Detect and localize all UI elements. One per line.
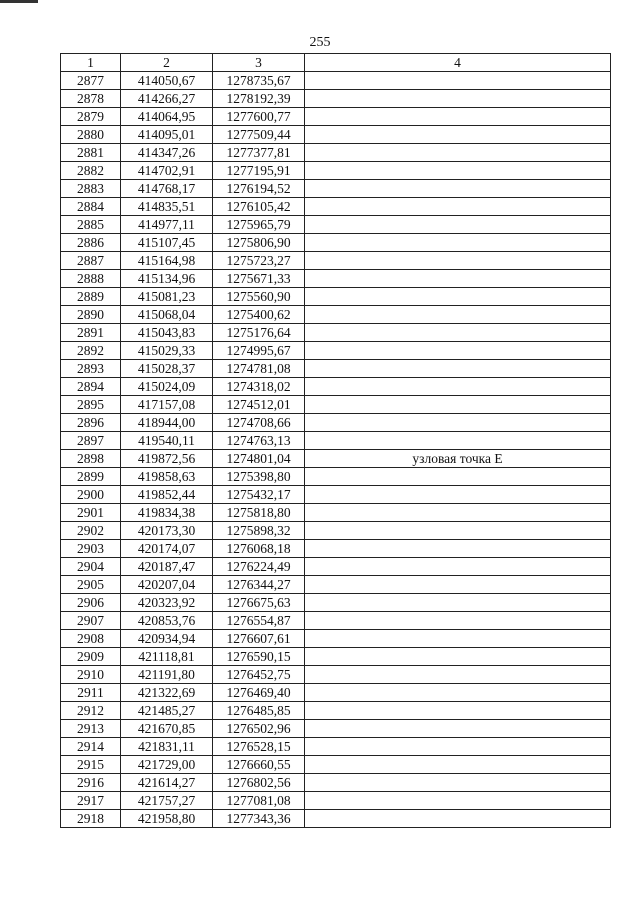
point-number-cell: 2879: [61, 108, 121, 126]
note-cell: [305, 90, 611, 108]
note-cell: [305, 252, 611, 270]
y-coordinate-cell: 1275965,79: [213, 216, 305, 234]
table-row: [61, 756, 611, 774]
x-coordinate-cell: 420174,07: [121, 540, 213, 558]
table-row: [61, 738, 611, 756]
table-row: [61, 324, 611, 342]
y-coordinate-cell: 1274995,67: [213, 342, 305, 360]
corner-mark: [0, 0, 38, 3]
note-cell: [305, 216, 611, 234]
point-number-cell: 2896: [61, 414, 121, 432]
note-cell: [305, 774, 611, 792]
column-header-1: 1: [61, 54, 121, 72]
point-number-cell: 2880: [61, 126, 121, 144]
point-number-cell: 2910: [61, 666, 121, 684]
note-cell: [305, 630, 611, 648]
table-row: [61, 252, 611, 270]
point-number-cell: 2916: [61, 774, 121, 792]
point-number-cell: 2890: [61, 306, 121, 324]
table-row: [61, 684, 611, 702]
x-coordinate-cell: 419872,56: [121, 450, 213, 468]
point-number-cell: 2892: [61, 342, 121, 360]
y-coordinate-cell: 1277509,44: [213, 126, 305, 144]
point-number-cell: 2897: [61, 432, 121, 450]
y-coordinate-cell: 1274708,66: [213, 414, 305, 432]
point-number-cell: 2886: [61, 234, 121, 252]
note-cell: [305, 342, 611, 360]
note-cell: [305, 396, 611, 414]
table-row: [61, 468, 611, 486]
y-coordinate-cell: 1276802,56: [213, 774, 305, 792]
table-row: [61, 306, 611, 324]
x-coordinate-cell: 415134,96: [121, 270, 213, 288]
table-row: [61, 288, 611, 306]
table-row: [61, 396, 611, 414]
x-coordinate-cell: 420853,76: [121, 612, 213, 630]
point-number-cell: 2906: [61, 594, 121, 612]
y-coordinate-cell: 1275898,32: [213, 522, 305, 540]
x-coordinate-cell: 415029,33: [121, 342, 213, 360]
x-coordinate-cell: 418944,00: [121, 414, 213, 432]
x-coordinate-cell: 414702,91: [121, 162, 213, 180]
point-number-cell: 2900: [61, 486, 121, 504]
note-cell: [305, 540, 611, 558]
note-cell: [305, 72, 611, 90]
y-coordinate-cell: 1276224,49: [213, 558, 305, 576]
y-coordinate-cell: 1276660,55: [213, 756, 305, 774]
y-coordinate-cell: 1276675,63: [213, 594, 305, 612]
point-number-cell: 2887: [61, 252, 121, 270]
point-number-cell: 2885: [61, 216, 121, 234]
note-cell: [305, 234, 611, 252]
note-cell: [305, 144, 611, 162]
table-row: [61, 144, 611, 162]
y-coordinate-cell: 1278192,39: [213, 90, 305, 108]
y-coordinate-cell: 1275818,80: [213, 504, 305, 522]
x-coordinate-cell: 414835,51: [121, 198, 213, 216]
note-cell: [305, 720, 611, 738]
note-cell: [305, 108, 611, 126]
x-coordinate-cell: 421958,80: [121, 810, 213, 828]
x-coordinate-cell: 421118,81: [121, 648, 213, 666]
x-coordinate-cell: 415024,09: [121, 378, 213, 396]
point-number-cell: 2917: [61, 792, 121, 810]
point-number-cell: 2907: [61, 612, 121, 630]
table-row: [61, 576, 611, 594]
x-coordinate-cell: 419852,44: [121, 486, 213, 504]
table-row: [61, 612, 611, 630]
column-header-3: 3: [213, 54, 305, 72]
note-cell: [305, 360, 611, 378]
y-coordinate-cell: 1275723,27: [213, 252, 305, 270]
point-number-cell: 2902: [61, 522, 121, 540]
x-coordinate-cell: 421191,80: [121, 666, 213, 684]
y-coordinate-cell: 1275806,90: [213, 234, 305, 252]
coordinates-table: [60, 53, 611, 828]
table-row: [61, 234, 611, 252]
table-row: [61, 540, 611, 558]
point-number-cell: 2903: [61, 540, 121, 558]
y-coordinate-cell: 1276485,85: [213, 702, 305, 720]
y-coordinate-cell: 1277343,36: [213, 810, 305, 828]
point-number-cell: 2898: [61, 450, 121, 468]
point-number-cell: 2908: [61, 630, 121, 648]
table-row: [61, 378, 611, 396]
table-row: [61, 216, 611, 234]
point-number-cell: 2893: [61, 360, 121, 378]
table-row: [61, 702, 611, 720]
y-coordinate-cell: 1275432,17: [213, 486, 305, 504]
note-cell: [305, 594, 611, 612]
note-cell: [305, 756, 611, 774]
table-row: [61, 450, 611, 468]
table-row: [61, 594, 611, 612]
note-cell: [305, 612, 611, 630]
note-cell: [305, 378, 611, 396]
note-cell: [305, 198, 611, 216]
note-cell: узловая точка Е: [305, 450, 611, 468]
y-coordinate-cell: 1276502,96: [213, 720, 305, 738]
table-row: [61, 108, 611, 126]
note-cell: [305, 162, 611, 180]
table-body: [61, 72, 611, 828]
note-cell: [305, 576, 611, 594]
x-coordinate-cell: 420207,04: [121, 576, 213, 594]
table-row: [61, 162, 611, 180]
note-cell: [305, 684, 611, 702]
point-number-cell: 2895: [61, 396, 121, 414]
note-cell: [305, 702, 611, 720]
y-coordinate-cell: 1276194,52: [213, 180, 305, 198]
x-coordinate-cell: 421485,27: [121, 702, 213, 720]
y-coordinate-cell: 1274801,04: [213, 450, 305, 468]
table-row: [61, 126, 611, 144]
y-coordinate-cell: 1275398,80: [213, 468, 305, 486]
x-coordinate-cell: 415028,37: [121, 360, 213, 378]
y-coordinate-cell: 1277377,81: [213, 144, 305, 162]
x-coordinate-cell: 421729,00: [121, 756, 213, 774]
note-cell: [305, 414, 611, 432]
point-number-cell: 2899: [61, 468, 121, 486]
x-coordinate-cell: 419858,63: [121, 468, 213, 486]
x-coordinate-cell: 421322,69: [121, 684, 213, 702]
y-coordinate-cell: 1276590,15: [213, 648, 305, 666]
point-number-cell: 2911: [61, 684, 121, 702]
point-number-cell: 2901: [61, 504, 121, 522]
note-cell: [305, 648, 611, 666]
x-coordinate-cell: 419834,38: [121, 504, 213, 522]
table-row: [61, 342, 611, 360]
x-coordinate-cell: 419540,11: [121, 432, 213, 450]
table-row: [61, 648, 611, 666]
x-coordinate-cell: 420173,30: [121, 522, 213, 540]
x-coordinate-cell: 414050,67: [121, 72, 213, 90]
table-row: [61, 180, 611, 198]
y-coordinate-cell: 1275671,33: [213, 270, 305, 288]
x-coordinate-cell: 414347,26: [121, 144, 213, 162]
point-number-cell: 2883: [61, 180, 121, 198]
x-coordinate-cell: 414266,27: [121, 90, 213, 108]
column-header-2: 2: [121, 54, 213, 72]
table-row: [61, 432, 611, 450]
table-row: [61, 72, 611, 90]
table-row: [61, 198, 611, 216]
table-row: [61, 504, 611, 522]
y-coordinate-cell: 1276452,75: [213, 666, 305, 684]
y-coordinate-cell: 1277081,08: [213, 792, 305, 810]
note-cell: [305, 306, 611, 324]
point-number-cell: 2877: [61, 72, 121, 90]
point-number-cell: 2882: [61, 162, 121, 180]
x-coordinate-cell: 420187,47: [121, 558, 213, 576]
table-row: [61, 486, 611, 504]
y-coordinate-cell: 1274781,08: [213, 360, 305, 378]
point-number-cell: 2913: [61, 720, 121, 738]
point-number-cell: 2888: [61, 270, 121, 288]
y-coordinate-cell: 1274763,13: [213, 432, 305, 450]
y-coordinate-cell: 1277195,91: [213, 162, 305, 180]
y-coordinate-cell: 1275400,62: [213, 306, 305, 324]
point-number-cell: 2915: [61, 756, 121, 774]
x-coordinate-cell: 417157,08: [121, 396, 213, 414]
note-cell: [305, 288, 611, 306]
note-cell: [305, 270, 611, 288]
note-cell: [305, 324, 611, 342]
y-coordinate-cell: 1276607,61: [213, 630, 305, 648]
table-row: [61, 360, 611, 378]
table-row: [61, 90, 611, 108]
note-cell: [305, 666, 611, 684]
point-number-cell: 2909: [61, 648, 121, 666]
y-coordinate-cell: 1276068,18: [213, 540, 305, 558]
x-coordinate-cell: 414064,95: [121, 108, 213, 126]
table-row: [61, 414, 611, 432]
x-coordinate-cell: 415081,23: [121, 288, 213, 306]
note-cell: [305, 486, 611, 504]
y-coordinate-cell: 1276469,40: [213, 684, 305, 702]
note-cell: [305, 180, 611, 198]
point-number-cell: 2914: [61, 738, 121, 756]
table-row: [61, 522, 611, 540]
column-header-4: 4: [305, 54, 611, 72]
y-coordinate-cell: 1275176,64: [213, 324, 305, 342]
table-row: [61, 810, 611, 828]
x-coordinate-cell: 414977,11: [121, 216, 213, 234]
x-coordinate-cell: 415107,45: [121, 234, 213, 252]
y-coordinate-cell: 1277600,77: [213, 108, 305, 126]
table-row: [61, 666, 611, 684]
point-number-cell: 2889: [61, 288, 121, 306]
table-row: [61, 270, 611, 288]
point-number-cell: 2891: [61, 324, 121, 342]
y-coordinate-cell: 1274318,02: [213, 378, 305, 396]
x-coordinate-cell: 415068,04: [121, 306, 213, 324]
x-coordinate-cell: 415164,98: [121, 252, 213, 270]
table-row: [61, 630, 611, 648]
page-number: 255: [309, 35, 331, 50]
x-coordinate-cell: 421831,11: [121, 738, 213, 756]
note-cell: [305, 468, 611, 486]
note-cell: [305, 504, 611, 522]
x-coordinate-cell: 420323,92: [121, 594, 213, 612]
note-cell: [305, 810, 611, 828]
y-coordinate-cell: 1276528,15: [213, 738, 305, 756]
point-number-cell: 2878: [61, 90, 121, 108]
x-coordinate-cell: 421757,27: [121, 792, 213, 810]
table-row: [61, 720, 611, 738]
point-number-cell: 2905: [61, 576, 121, 594]
x-coordinate-cell: 414768,17: [121, 180, 213, 198]
note-cell: [305, 558, 611, 576]
point-number-cell: 2881: [61, 144, 121, 162]
point-number-cell: 2904: [61, 558, 121, 576]
y-coordinate-cell: 1274512,01: [213, 396, 305, 414]
header-row: [61, 54, 611, 72]
y-coordinate-cell: 1275560,90: [213, 288, 305, 306]
point-number-cell: 2894: [61, 378, 121, 396]
x-coordinate-cell: 415043,83: [121, 324, 213, 342]
x-coordinate-cell: 414095,01: [121, 126, 213, 144]
y-coordinate-cell: 1278735,67: [213, 72, 305, 90]
note-cell: [305, 522, 611, 540]
point-number-cell: 2884: [61, 198, 121, 216]
note-cell: [305, 432, 611, 450]
note-cell: [305, 126, 611, 144]
note-cell: [305, 738, 611, 756]
table-row: [61, 792, 611, 810]
y-coordinate-cell: 1276554,87: [213, 612, 305, 630]
x-coordinate-cell: 420934,94: [121, 630, 213, 648]
point-number-cell: 2912: [61, 702, 121, 720]
note-cell: [305, 792, 611, 810]
x-coordinate-cell: 421670,85: [121, 720, 213, 738]
table-row: [61, 558, 611, 576]
point-number-cell: 2918: [61, 810, 121, 828]
table-row: [61, 774, 611, 792]
x-coordinate-cell: 421614,27: [121, 774, 213, 792]
y-coordinate-cell: 1276344,27: [213, 576, 305, 594]
y-coordinate-cell: 1276105,42: [213, 198, 305, 216]
